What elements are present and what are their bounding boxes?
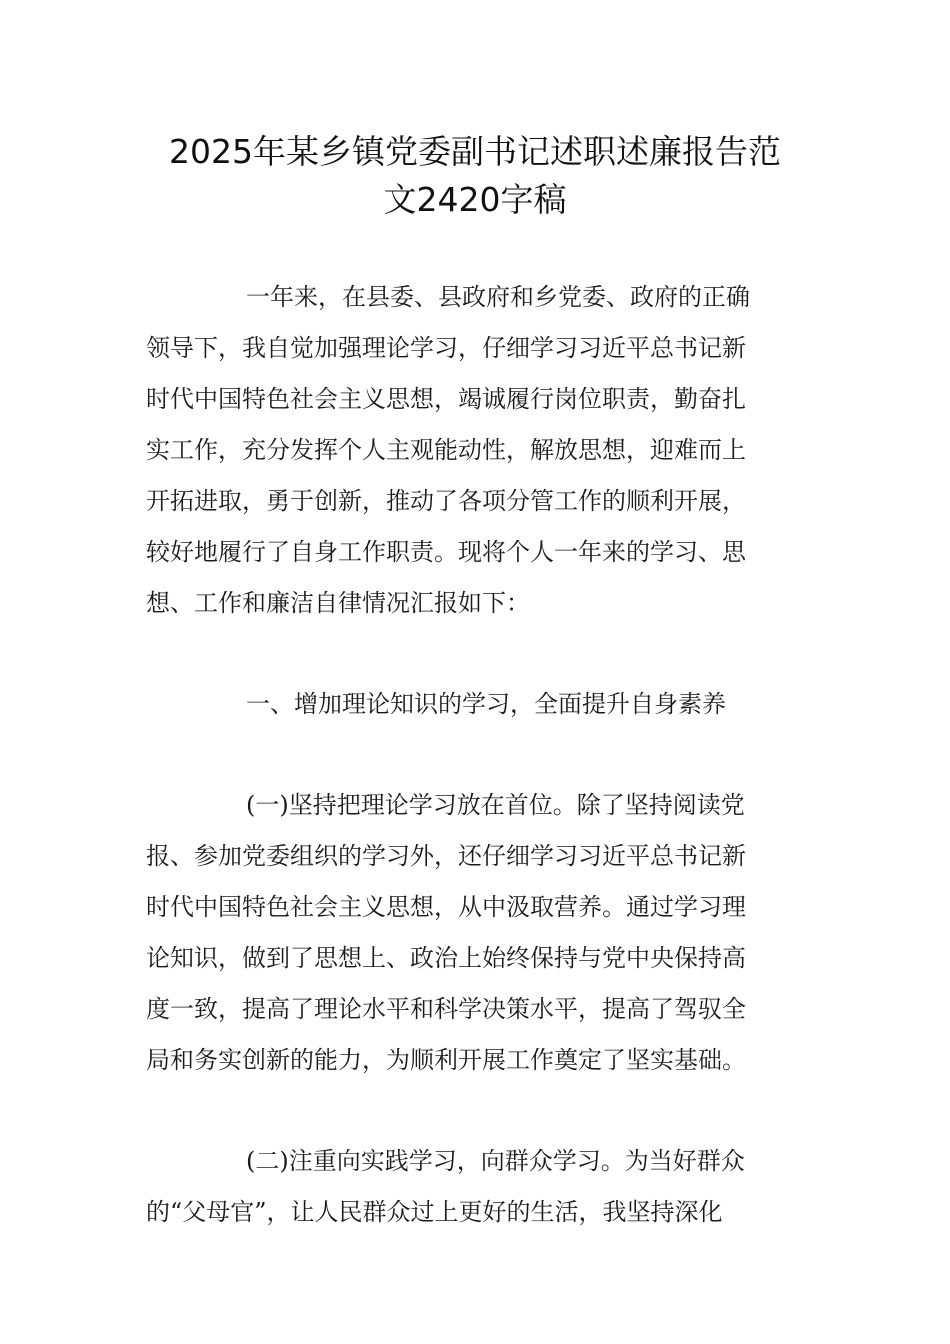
- document-body: [146, 272, 808, 1238]
- text-line: 论知识，做到了思想上、政治上始终保持与党中央保持高: [146, 944, 746, 972]
- text-line: 想、工作和廉洁自律情况汇报如下：: [146, 589, 530, 617]
- text-line: 报、参加党委组织的学习外，还仔细学习习近平总书记新: [146, 842, 746, 870]
- text-line: 开拓进取，勇于创新，推动了各项分管工作的顺利开展，: [146, 487, 746, 515]
- paragraph-intro: [146, 272, 808, 629]
- paragraph-gap: [146, 1086, 808, 1136]
- text-line: 时代中国特色社会主义思想，从中汲取营养。通过学习理: [146, 893, 746, 921]
- text-line: 领导下，我自觉加强理论学习，仔细学习习近平总书记新: [146, 334, 746, 362]
- title-line: 2025年某乡镇党委副书记述职述廉报告范: [169, 132, 781, 171]
- paragraph-gap: [146, 730, 808, 780]
- paragraph-section-1: [146, 780, 808, 1086]
- paragraph-section-2: [146, 1136, 808, 1238]
- section-heading: 一、增加理论知识的学习，全面提升自身素养: [246, 690, 726, 718]
- text-line: 时代中国特色社会主义思想，竭诚履行岗位职责，勤奋扎: [146, 385, 746, 413]
- text-line: 的“父母官”，让人民群众过上更好的生活，我坚持深化: [146, 1198, 723, 1226]
- text-line: (一)坚持把理论学习放在首位。除了坚持阅读党: [246, 791, 745, 819]
- text-line: 实工作，充分发挥个人主观能动性，解放思想，迎难而上: [146, 436, 746, 464]
- text-line: 一年来，在县委、县政府和乡党委、政府的正确: [246, 283, 750, 311]
- text-line: 较好地履行了自身工作职责。现将个人一年来的学习、思: [146, 538, 746, 566]
- document-title: [120, 128, 830, 224]
- paragraph-gap: [146, 629, 808, 679]
- text-line: (二)注重向实践学习，向群众学习。为当好群众: [246, 1147, 745, 1175]
- text-line: 局和务实创新的能力，为顺利开展工作奠定了坚实基础。: [146, 1046, 746, 1074]
- text-line: 度一致，提高了理论水平和科学决策水平，提高了驾驭全: [146, 995, 746, 1023]
- title-line: 文2420字稿: [383, 180, 567, 219]
